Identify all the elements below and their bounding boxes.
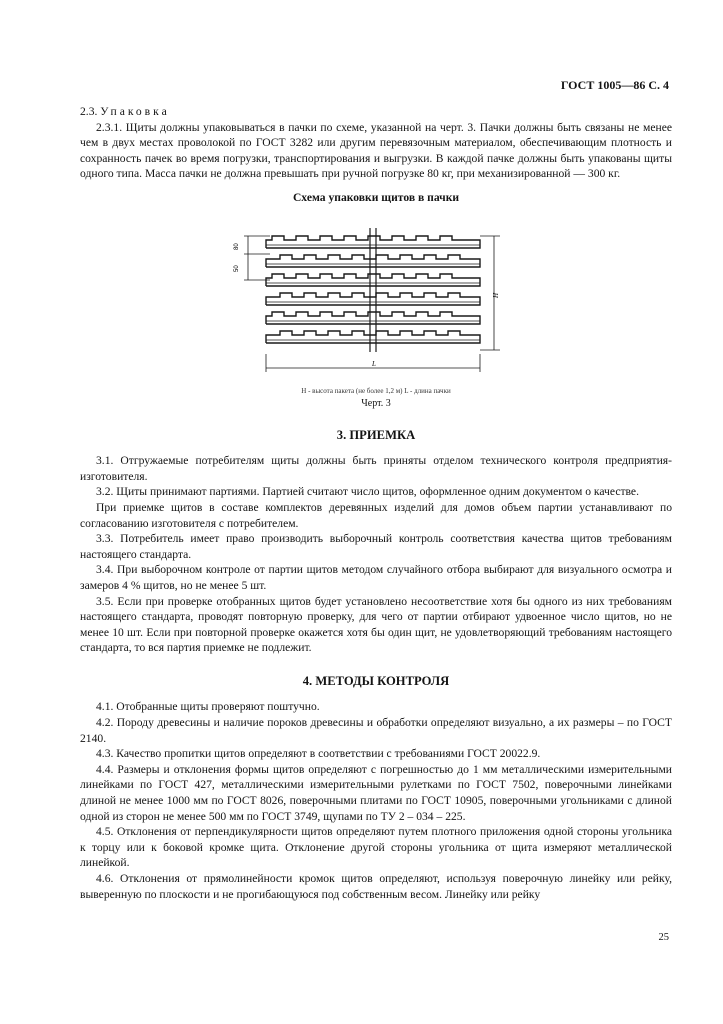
panel-row: [266, 255, 480, 267]
paragraph-4-1: 4.1. Отобранные щиты проверяют поштучно.: [96, 700, 320, 714]
panel-row: [266, 236, 480, 248]
page-content: [80, 104, 672, 902]
paragraph-3-4: 3.4. При выборочном контроле от партии щитов методом случайного отбора выбирают для визуального осмотра и замеров 4 % щитов, но не менее 5 шт.: [80, 563, 672, 592]
panel-row: [266, 312, 480, 324]
paragraph-4-5: 4.5. Отклонения от перпендикулярности щитов определяют путем плотного приложения одной стороны угольника к торцу или к боковой кромке щита. Отклонение другой стороны угольника от щита измеряют металлической линейкой.: [80, 825, 672, 870]
figure-caption: Черт. 3: [361, 397, 391, 409]
paragraph-4-3: 4.3. Качество пропитки щитов определяют в соответствии с требованиями ГОСТ 20022.9.: [96, 747, 541, 761]
packing-diagram: [80, 210, 672, 386]
paragraph-3-2: 3.2. Щиты принимают партиями. Партией считают число щитов, оформленное одним документом о качестве.: [96, 485, 639, 499]
dim-label-h: H: [492, 292, 500, 298]
paragraph-4-6: 4.6. Отклонения от прямолинейности кромок щитов определяют, используя поверочную линейку или рейку, выверенную по плоскости и не прогибающуюся под собственным весом. Линейку или рейку: [80, 872, 672, 901]
section-4-heading: 4. МЕТОДЫ КОНТРОЛЯ: [302, 673, 450, 688]
paragraph-3-3: 3.3. Потребитель имеет право производить выборочный контроль соответствия качества щитов требованиям настоящего стандарта.: [80, 532, 672, 561]
section-title: Упаковка: [100, 105, 170, 118]
dim-label-80: 80: [234, 242, 240, 250]
figure-title: Схема упаковки щитов в пачки: [292, 190, 460, 204]
dim-label-50: 50: [234, 264, 240, 272]
section-3-heading: 3. ПРИЕМКА: [336, 427, 416, 442]
paragraph-3-2-b: При приемке щитов в составе комплектов деревянных изделий для домов объем партии устанавливают по согласованию изготовителя с потребителем.: [80, 500, 672, 530]
section-number: 2.3.: [80, 105, 98, 118]
packing-scheme-svg: [80, 210, 672, 386]
panel-row: [266, 274, 480, 286]
panel-rows: [266, 236, 480, 343]
paragraph-4-4: 4.4. Размеры и отклонения формы щитов определяют с погрешностью до 1 мм металлическими измерительными линейками по ГОСТ 427, металлическими измерительными рулетками по ГОСТ 7502, поверочными линейками длиной не менее 1000 мм по ГОСТ 8026, поверочными плитами по ГОСТ 10905, поверочными угольниками с длиной одной из сторон не менее 500 мм по ГОСТ 3749, щупами по ТУ 2 – 034 – 225.: [80, 762, 672, 823]
figure-legend: Н - высота пакета (не более 1,2 м) L - длина пачки: [301, 386, 451, 395]
wire-ties: [370, 228, 376, 352]
page-header: ГОСТ 1005—86 С. 4: [560, 78, 669, 92]
paragraph-4-2: 4.2. Породу древесины и наличие пороков древесины и обработки определяют визуально, а их размеры – по ГОСТ 2140.: [80, 716, 672, 745]
page-number: 25: [658, 932, 669, 943]
section-2-3-title: [80, 104, 672, 120]
paragraph-3-5: 3.5. Если при проверке отобранных щитов будет установлено несоответствие хотя бы одного из них требованиям настоящего стандарта, проводят повторную проверку, для чего от партии отбирают удвоенное число щитов, но не менее 10 шт. Если при повторной проверке окажется хотя бы один щит, не удовлетворяющий требованиям настоящего стандарта, то вся партия приемке не подлежит.: [80, 594, 672, 655]
dim-label-l: L: [372, 359, 376, 368]
panel-row: [266, 293, 480, 305]
panel-row: [266, 331, 480, 343]
paragraph-2-3-1: 2.3.1. Щиты должны упаковываться в пачки по схеме, указанной на черт. 3. Пачки должны быть связаны не менее чем в двух местах проволокой по ГОСТ 3282 или другим перевязочным материалом, обеспечивающим плотность и сохранность пачек во время погрузки, транспортирования и выгрузки. В каждой пачке должны быть упакованы щиты одного типа. Масса пачки не должна превышать при ручной погрузке 80 кг, при механизированной — 300 кг.: [80, 120, 672, 181]
paragraph-3-1: 3.1. Отгружаемые потребителям щиты должны быть приняты отделом технического контроля предприятия-изготовителя.: [80, 454, 672, 483]
